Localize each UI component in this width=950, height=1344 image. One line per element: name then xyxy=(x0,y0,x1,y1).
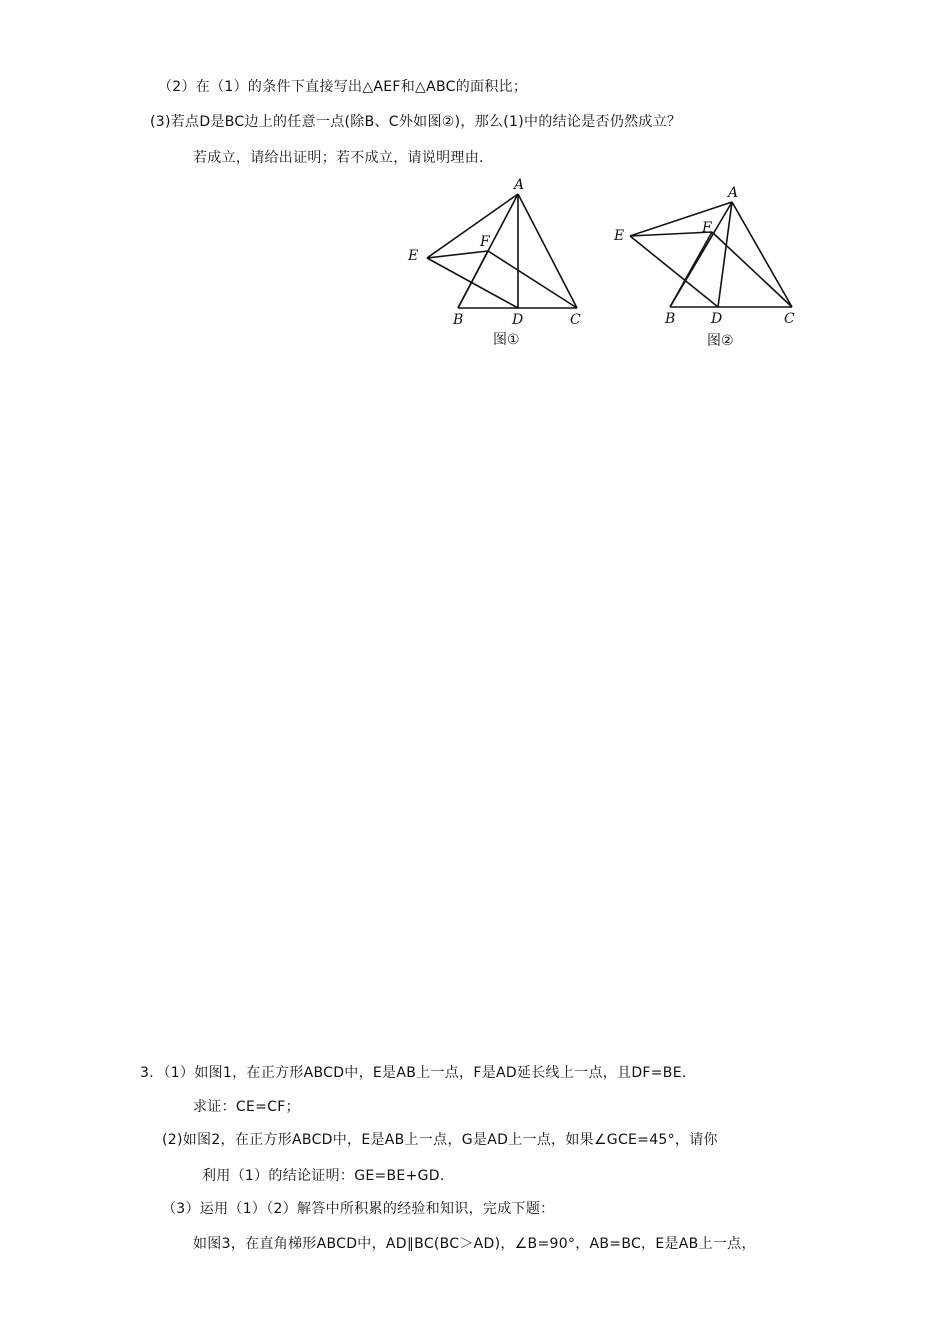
label-f: F xyxy=(480,234,490,250)
segment-fc xyxy=(712,232,792,307)
figure-1 xyxy=(400,172,600,356)
figure-2-caption: 图② xyxy=(707,333,734,349)
figure-1-diagram xyxy=(400,172,600,352)
segment-ea xyxy=(427,194,518,258)
label-b: B xyxy=(453,312,464,328)
segment-ed xyxy=(427,258,518,308)
segment-fb xyxy=(458,251,488,308)
figure-2-diagram xyxy=(608,172,808,352)
problem-3-part-1: 3．（1）如图1，在正方形ABCD中，E是AB上一点，F是AD延长线上一点，且DF=BE. xyxy=(140,1065,687,1081)
label-d: D xyxy=(711,311,723,327)
problem-3-part-1-continued: 求证：CE=CF； xyxy=(193,1099,300,1115)
problem-3-part-2-continued: 利用（1）的结论证明：GE=BE+GD. xyxy=(202,1168,445,1184)
label-d: D xyxy=(512,312,524,328)
segment-ad xyxy=(718,202,732,307)
problem-3-part-2: (2)如图2，在正方形ABCD中，E是AB上一点，G是AD上一点，如果∠GCE=45°，请你 xyxy=(162,1132,718,1148)
problem-2-question-2: （2）在（1）的条件下直接写出△AEF和△ABC的面积比； xyxy=(158,79,528,95)
problem-2-question-3: (3)若点D是BC边上的任意一点(除B、C外如图②)，那么(1)中的结论是否仍然成立？ xyxy=(150,114,682,130)
segment-ac xyxy=(732,202,792,307)
segment-fb xyxy=(670,232,712,307)
figure-2 xyxy=(608,172,808,356)
label-e: E xyxy=(614,228,625,244)
label-f: F xyxy=(702,220,712,236)
label-c: C xyxy=(570,312,581,328)
segment-ea xyxy=(630,202,732,236)
label-c: C xyxy=(784,311,795,327)
problem-2-question-3-continued: 若成立，请给出证明；若不成立，请说明理由. xyxy=(193,150,484,166)
figure-1-caption: 图① xyxy=(493,332,520,348)
problem-3-part-3: （3）运用（1）（2）解答中所积累的经验和知识，完成下题： xyxy=(162,1201,555,1217)
label-b: B xyxy=(665,311,676,327)
label-a: A xyxy=(514,177,525,193)
problem-3-part-3-continued: 如图3，在直角梯形ABCD中，AD∥BC(BC＞AD)，∠B=90°，AB=BC，E是AB上一点， xyxy=(193,1236,756,1252)
segment-ac xyxy=(518,194,577,308)
label-e: E xyxy=(408,248,419,264)
label-a: A xyxy=(728,185,739,201)
